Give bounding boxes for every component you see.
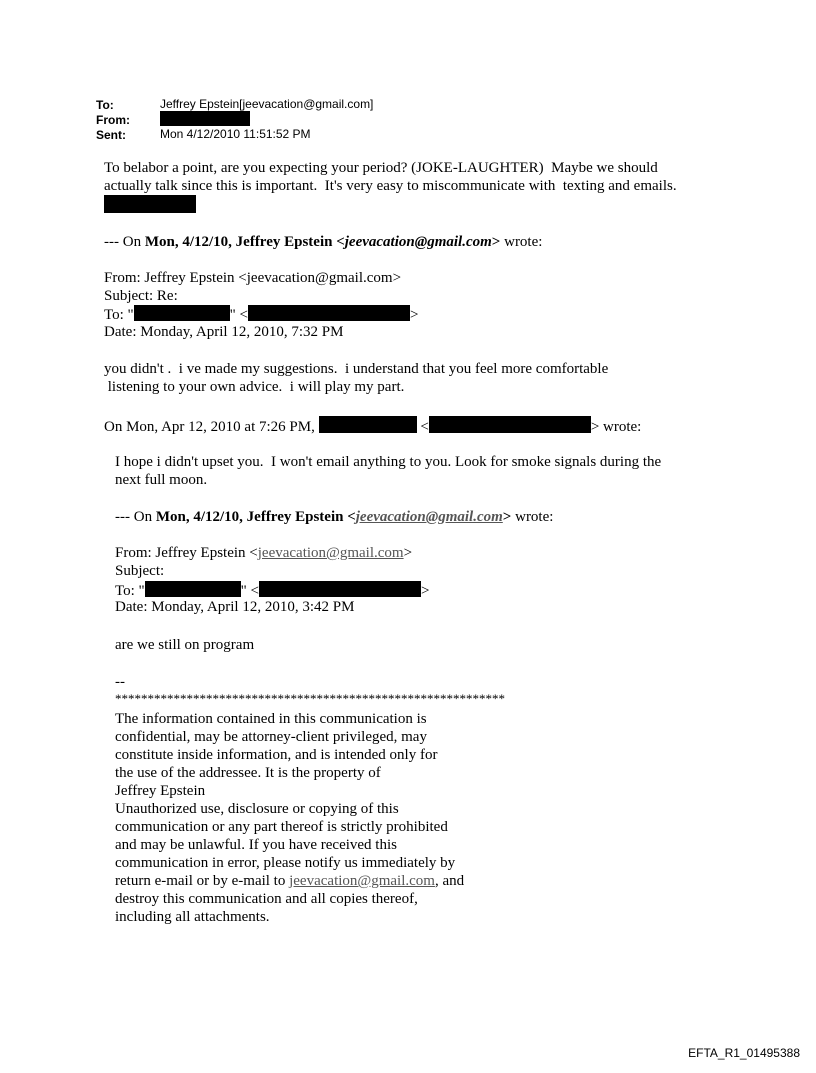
sig-line-3: the use of the addressee. It is the property of — [115, 765, 381, 781]
block1-to: To: " " < > — [104, 307, 419, 323]
redaction-to2-email — [259, 581, 421, 597]
sig-dashes: -- — [115, 674, 125, 690]
redaction-quote2-email — [429, 416, 591, 433]
sig-stars: ************************************************************ — [115, 691, 505, 706]
quote3-email-link[interactable]: jeevacation@gmail.com — [355, 509, 503, 525]
redaction-to-email — [248, 305, 410, 321]
redaction-to-name — [134, 305, 230, 321]
sig-line-2: constitute inside information, and is intended only for — [115, 747, 438, 763]
message3-line1: I hope i didn't upset you. I won't email anything to you. Look for smoke signals during the — [115, 454, 662, 470]
sent-value: Mon 4/12/2010 11:51:52 PM — [160, 127, 311, 141]
redaction-signature — [104, 195, 196, 213]
block2-subject: Subject: — [115, 563, 165, 579]
sig-destroy-line: destroy this communication and all copies thereof, — [115, 891, 418, 907]
block1-subject: Subject: Re: — [104, 288, 178, 304]
message4: are we still on program — [115, 637, 255, 653]
sig-line-1: confidential, may be attorney-client privileged, may — [115, 729, 427, 745]
redaction-from — [160, 111, 250, 126]
block1-from: From: Jeffrey Epstein <jeevacation@gmail.com> — [104, 270, 402, 286]
sig-attach-line: including all attachments. — [115, 909, 270, 925]
sig-line-4: Jeffrey Epstein — [115, 783, 206, 799]
message3-line2: next full moon. — [115, 472, 208, 488]
quote3-line: --- On Mon, 4/12/10, Jeffrey Epstein <jeevacation@gmail.com> wrote: — [115, 509, 554, 525]
block2-to: To: " " < > — [115, 583, 430, 599]
message2-line2: listening to your own advice. i will play my part. — [104, 379, 405, 395]
sig-return-line: return e-mail or by e-mail to jeevacation@gmail.com, and — [115, 873, 465, 889]
block2-from: From: Jeffrey Epstein <jeevacation@gmail.com> — [115, 545, 413, 561]
redaction-to2-name — [145, 581, 241, 597]
block2-date: Date: Monday, April 12, 2010, 3:42 PM — [115, 599, 355, 615]
redaction-quote2-name — [319, 416, 417, 433]
sig-email-link[interactable]: jeevacation@gmail.com — [289, 873, 435, 889]
sig-line-8: communication in error, please notify us immediately by — [115, 855, 456, 871]
sig-line-7: and may be unlawful. If you have received this — [115, 837, 397, 853]
sig-line-6: communication or any part thereof is strictly prohibited — [115, 819, 448, 835]
sent-label: Sent: — [96, 128, 126, 142]
block2-email-link[interactable]: jeevacation@gmail.com — [257, 545, 404, 561]
quote1-email[interactable]: jeevacation@gmail.com — [344, 234, 492, 250]
message2-line1: you didn't . i ve made my suggestions. i understand that you feel more comfortable — [104, 361, 609, 377]
sig-line-0: The information contained in this communication is — [115, 711, 427, 727]
quote2-line: On Mon, Apr 12, 2010 at 7:26 PM, < > wrote: — [104, 416, 641, 436]
message1-line1: To belabor a point, are you expecting your period? (JOKE-LAUGHTER) Maybe we should — [104, 160, 658, 176]
quote1-line: --- On Mon, 4/12/10, Jeffrey Epstein <jeevacation@gmail.com> wrote: — [104, 234, 543, 250]
sig-line-5: Unauthorized use, disclosure or copying of this — [115, 801, 399, 817]
block1-date: Date: Monday, April 12, 2010, 7:32 PM — [104, 324, 344, 340]
bates-number: EFTA_R1_01495388 — [688, 1046, 800, 1060]
to-value: Jeffrey Epstein[jeevacation@gmail.com] — [160, 97, 374, 111]
to-label: To: — [96, 98, 114, 112]
message1-line2: actually talk since this is important. It's very easy to miscommunicate with texting and emails. — [104, 178, 677, 194]
from-label: From: — [96, 113, 130, 127]
